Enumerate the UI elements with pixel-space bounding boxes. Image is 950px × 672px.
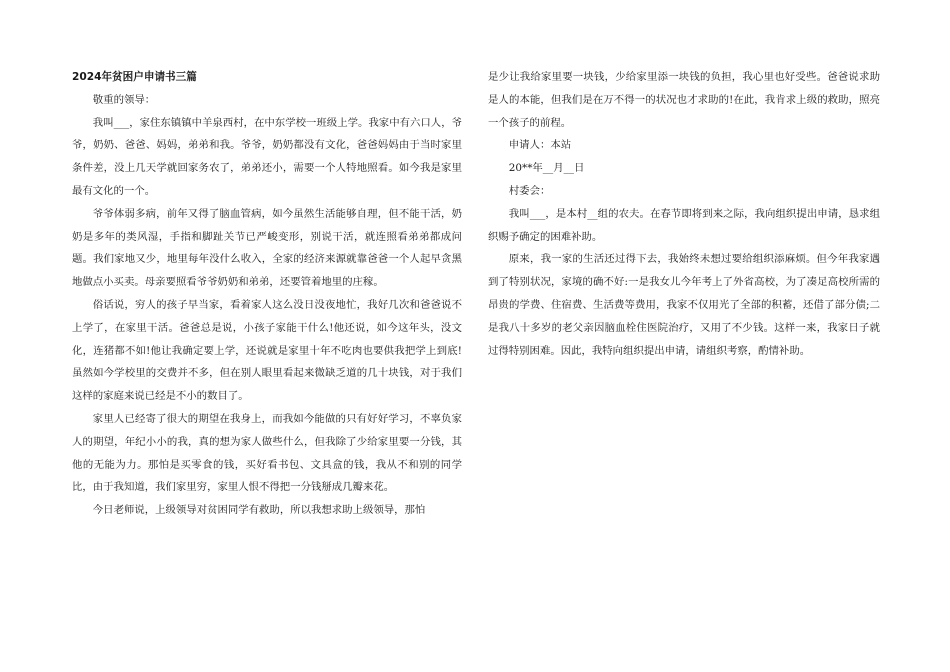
salutation: 村委会： [508,184,551,197]
paragraph-continued: 是少让我给家里要一块钱，少给家里添一块钱的负担，我心里也好受些。爸爸说求助是人的本能，但我们是在万不得一的状况也才求助的!在此，我肯求上级的救助，照亮一个孩子的前程。 [488,71,880,129]
applicant-line: 申请人：本站 [508,139,572,152]
paragraph: 我叫___，家住东镇镇中羊泉西村，在中东学校一班级上学。我家中有六口人，爷爷，奶奶、爸爸、妈妈，弟弟和我。爷爷，奶奶都没有文化，爸爸妈妈由于当时家里条件差，没上几天学就回家务农了，弟弟还小，需要一个人特地照看。如今我是家里最有文化的一个。 [72,116,462,197]
paragraph: 原来，我一家的生活还过得下去，我始终未想过要给组织添麻烦。但今年我家遇到了特别状况，家境的确不好:一是我女儿今年考上了外省高校，为了凑足高校所需的昂贵的学费、住宿费、生活费等费用，我家不仅用光了全部的积蓄，还借了部分债;二是我八十多岁的老父亲因脑血栓住医院治疗，又用了不少钱。这样一来，我家日子就过得特别困难。因此，我特向组织提出申请，请组织考察，酌情补助。 [488,253,880,357]
date-line: 20**年__月__日 [508,162,585,175]
right-column [488,66,880,362]
paragraph: 今日老师说，上级领导对贫困同学有救助，所以我想求助上级领导，那怕 [92,504,426,517]
paragraph: 我叫___，是本村__组的农夫。在春节即将到来之际，我向组织提出申请，恳求组织赐予确定的困难补助。 [488,207,880,243]
paragraph: 敬重的领导： [92,93,156,106]
paragraph: 爷爷体弱多病，前年又得了脑血管病，如今虽然生活能够自理，但不能干活，奶奶是多年的类风湿，手指和脚趾关节已严峻变形，别说干活，就连照看弟弟都成问题。我们家地又少，地里每年没什么收入，全家的经济来源就靠爸爸一个人起早贪黑地做点小买卖。母亲要照看爷爷奶奶和弟弟，还要管着地里的庄稼。 [72,207,462,289]
document-title: 2024年贫困户申请书三篇 [72,71,197,83]
left-column [72,66,462,522]
paragraph: 家里人已经寄了很大的期望在我身上，而我如今能做的只有好好学习，不辜负家人的期望，年纪小小的我，真的想为家人做些什么，但我除了少给家里要一分钱，其他的无能为力。那怕是买零食的钱，买好看书包、文具盒的钱，我从不和别的同学比，由于我知道，我们家里穷，家里人恨不得把一分钱掰成几瓣来花。 [72,412,462,494]
paragraph: 俗话说，穷人的孩子早当家，看着家人这么没日没夜地忙，我好几次和爸爸说不上学了，在家里干活。爸爸总是说，小孩子家能干什么!他还说，如今这年头，没文化，连猪都不如!他让我确定要上学，还说就是家里十年不吃肉也要供我把学上到底!虽然如今学校里的交费并不多，但在别人眼里看起来微缺乏道的几十块钱，对于我们这样的家庭来说已经是不小的数目了。 [72,298,462,403]
